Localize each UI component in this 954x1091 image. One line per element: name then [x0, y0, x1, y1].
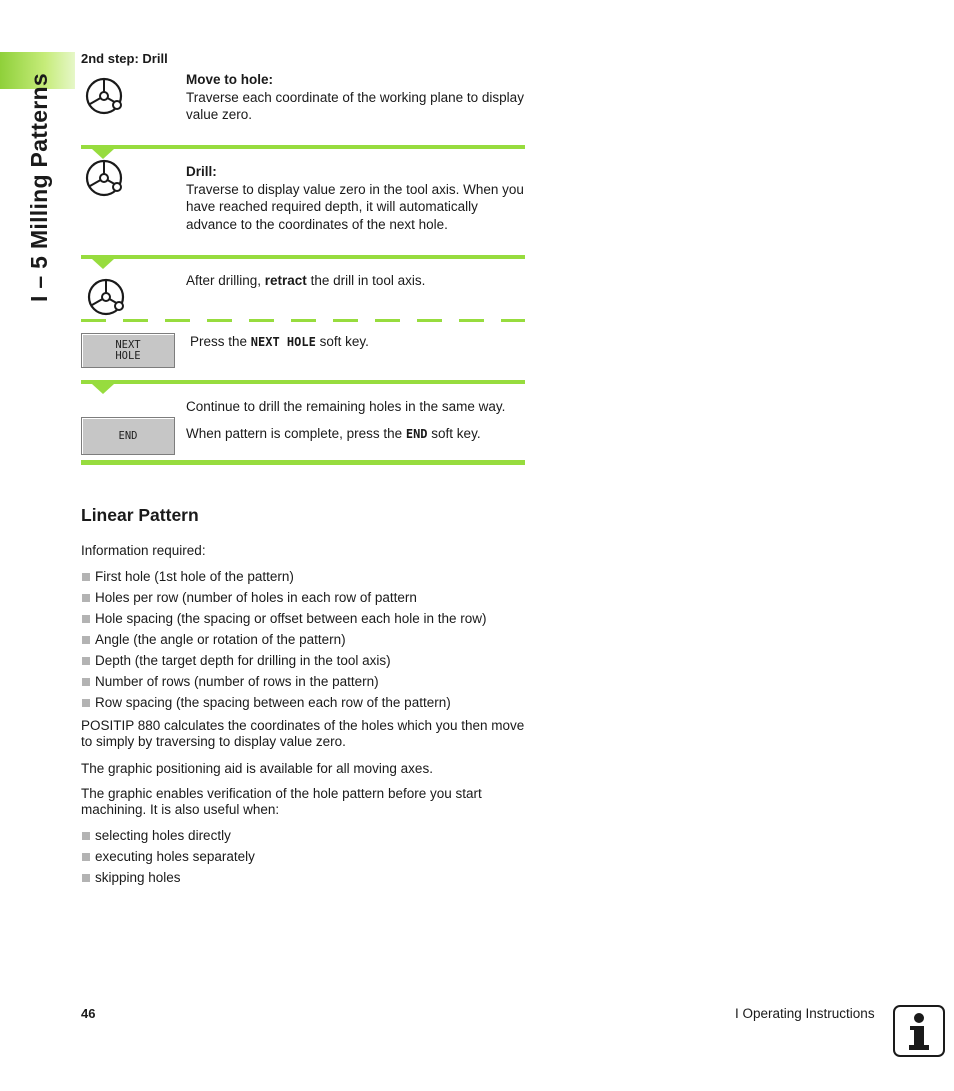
step-next-hole	[190, 333, 525, 352]
bullet-icon	[82, 594, 90, 602]
step-text: Traverse to display value zero in the tool axis. When you have reached required depth, it will automatically advance to the coordinates of the next hole.	[186, 181, 524, 232]
bullet-icon	[82, 853, 90, 861]
info-list	[82, 568, 532, 715]
bullet-icon	[82, 657, 90, 665]
step-heading: 2nd step: Drill	[81, 51, 168, 66]
list-item-text: Number of rows (number of rows in the pattern)	[95, 674, 379, 689]
list-item	[82, 652, 532, 673]
softkey-name: END	[405, 427, 428, 441]
handwheel-icon	[84, 76, 126, 123]
softkey-name: NEXT HOLE	[250, 335, 316, 349]
bullet-icon	[82, 573, 90, 581]
arrow-down-icon	[92, 259, 114, 269]
step-drill	[186, 163, 526, 233]
list-item-text: Angle (the angle or rotation of the pattern)	[95, 632, 346, 647]
next-hole-softkey[interactable]: NEXT HOLE	[81, 333, 175, 368]
arrow-down-icon	[92, 384, 114, 394]
paragraph: POSITIP 880 calculates the coordinates of the holes which you then move to simply by traversing to display value zero.	[81, 718, 525, 749]
list-item-text: First hole (1st hole of the pattern)	[95, 569, 294, 584]
list-item-text: skipping holes	[95, 870, 181, 885]
list-item-text: Depth (the target depth for drilling in the tool axis)	[95, 653, 391, 668]
intro-text: Information required:	[81, 543, 206, 558]
step-continue-text: Continue to drill the remaining holes in the same way.	[186, 399, 506, 414]
step-text: Press the	[190, 334, 251, 349]
divider	[81, 460, 525, 465]
list-item	[82, 568, 532, 589]
step-retract	[186, 272, 526, 290]
chapter-title-text: I – 5 Milling Patterns	[26, 73, 52, 302]
chapter-title	[18, 52, 58, 322]
bullet-icon	[82, 678, 90, 686]
list-item	[82, 589, 532, 610]
bullet-icon	[82, 636, 90, 644]
divider	[81, 145, 525, 149]
divider	[81, 255, 525, 259]
list-item	[82, 694, 532, 715]
step-text: When pattern is complete, press the	[186, 426, 406, 441]
section-title: Linear Pattern	[81, 505, 199, 525]
step-title: Move to hole:	[186, 72, 273, 87]
step-text: the drill in tool axis.	[306, 273, 426, 288]
list-item-text: selecting holes directly	[95, 828, 231, 843]
bullet-icon	[82, 699, 90, 707]
step-text: soft key.	[427, 426, 481, 441]
handwheel-icon	[86, 277, 128, 324]
step-text: After drilling,	[186, 273, 265, 288]
list-item-text: Holes per row (number of holes in each row of pattern	[95, 590, 417, 605]
step-end	[186, 425, 526, 444]
list-item	[82, 631, 532, 652]
list-item	[82, 673, 532, 694]
list-item-text: executing holes separately	[95, 849, 255, 864]
footer-section: I Operating Instructions	[735, 1006, 875, 1021]
bullet-icon	[82, 615, 90, 623]
list-item-text: Hole spacing (the spacing or offset between each hole in the row)	[95, 611, 487, 626]
list-item	[82, 610, 532, 631]
list-item-text: Row spacing (the spacing between each row of the pattern)	[95, 695, 451, 710]
page-number: 46	[81, 1006, 96, 1021]
dashed-divider	[81, 319, 525, 322]
paragraph: The graphic enables verification of the hole pattern before you start machining. It is also useful when:	[81, 786, 482, 817]
step-title: Drill:	[186, 164, 217, 179]
divider	[81, 380, 525, 384]
bullet-icon	[82, 832, 90, 840]
step-keyword: retract	[264, 273, 307, 288]
list-item	[82, 827, 532, 848]
list-item	[82, 848, 532, 869]
list-item	[82, 869, 532, 890]
bullet-icon	[82, 874, 90, 882]
handwheel-icon	[84, 158, 126, 205]
uses-list	[82, 827, 532, 890]
step-text: Traverse each coordinate of the working plane to display value zero.	[186, 89, 524, 122]
info-icon	[893, 1005, 945, 1057]
step-move-to-hole	[186, 71, 526, 124]
step-text: soft key.	[315, 334, 369, 349]
end-softkey[interactable]: END	[81, 417, 175, 455]
paragraph: The graphic positioning aid is available for all moving axes.	[81, 761, 433, 776]
